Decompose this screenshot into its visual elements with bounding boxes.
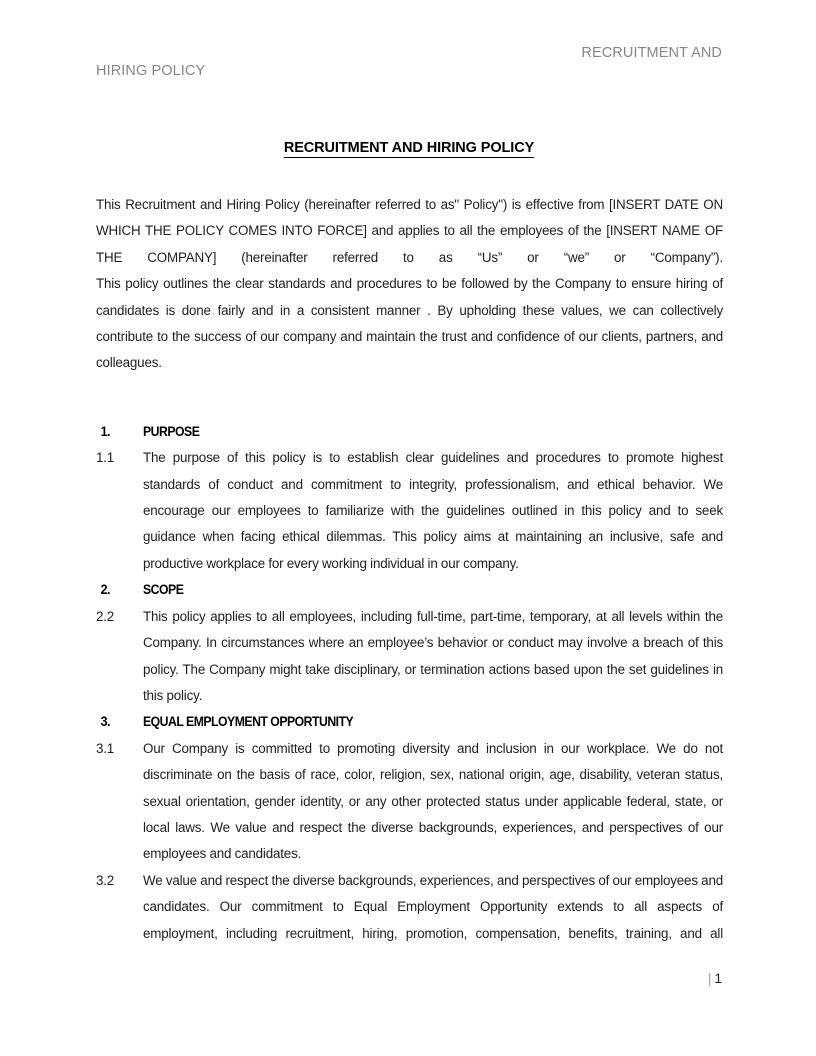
intro-paragraph-2: This policy outlines the clear standards and procedures to be followed by the Company to ensure hiring of candidates is done fairly and in a consistent manner . By upholding these values, we can collectively contribute to the success of our company and maintain the trust and confidence of our clients, partners, and colleagues. <box>96 276 723 371</box>
page-number: 1 <box>714 971 722 986</box>
clause-text: The purpose of this policy is to establish clear guidelines and procedures to promote highest standards of conduct and commitment to integrity, professionalism, and ethical behavior. We encourage our employees to familiarize with the guidelines outlined in this policy and to seek guidance when facing ethical dilemmas. This policy aims at maintaining an inclusive, safe and productive workplace for every working individual in our company. <box>143 450 723 571</box>
clause-number: 3.1 <box>96 740 115 756</box>
clause-2-2 <box>96 604 723 710</box>
clause-3-1 <box>96 736 723 868</box>
section-gap <box>96 377 723 419</box>
clause-text: Our Company is committed to promoting diversity and inclusion in our workplace. We do not discriminate on the basis of race, color, religion, sex, national origin, age, disability, veteran status, sexual orientation, gender identity, or any other protected status under applicable federal, state, or local laws. We value and respect the diverse backgrounds, experiences, and perspectives of our employees and candidates. <box>143 740 723 862</box>
clause-number: 2.2 <box>96 608 115 624</box>
section-heading-equal-employment-opportunity <box>96 709 723 735</box>
clause-text: We value and respect the diverse backgrounds, experiences, and perspectives of our employees and candidates. Our commitment to Equal Employment Opportunity extends to all aspects of employment, including recruitment, hiring, promotion, compensation, benefits, training, and all <box>143 872 723 941</box>
section-number: 2. <box>100 582 111 598</box>
page-footer <box>96 971 722 986</box>
document-running-header <box>96 44 722 80</box>
header-line-two: HIRING POLICY <box>96 63 206 79</box>
section-title: SCOPE <box>143 582 184 598</box>
intro-paragraph-1: This Recruitment and Hiring Policy (hereinafter referred to as" Policy") is effective from [INSERT DATE ON WHICH THE POLICY COMES INTO FORCE] and applies to all the employees of the [INSERT NAME OF THE COMPANY] (hereinafter referred to as “Us” or “we” or “Company”). <box>96 197 723 265</box>
section-number: 1. <box>100 423 111 439</box>
clause-1-1 <box>96 445 723 577</box>
section-title: PURPOSE <box>143 423 200 439</box>
section-heading-purpose <box>96 419 723 445</box>
footer-divider-bar: | <box>707 971 712 986</box>
clause-3-2 <box>96 868 723 947</box>
section-heading-scope <box>96 577 723 603</box>
document-body <box>96 192 723 947</box>
page-title <box>96 140 722 156</box>
clause-text: This policy applies to all employees, including full-time, part-time, temporary, at all levels within the Company. In circumstances where an employee’s behavior or conduct may involve a breach of this policy. The Company might take disciplinary, or termination actions based upon the set guidelines in this policy. <box>143 608 723 703</box>
section-number: 3. <box>100 714 111 730</box>
clause-number: 1.1 <box>96 450 115 466</box>
page-title-text: RECRUITMENT AND HIRING POLICY <box>283 140 535 156</box>
section-title: EQUAL EMPLOYMENT OPPORTUNITY <box>143 714 354 730</box>
header-line-one: RECRUITMENT AND <box>581 45 722 61</box>
clause-number: 3.2 <box>96 872 115 888</box>
